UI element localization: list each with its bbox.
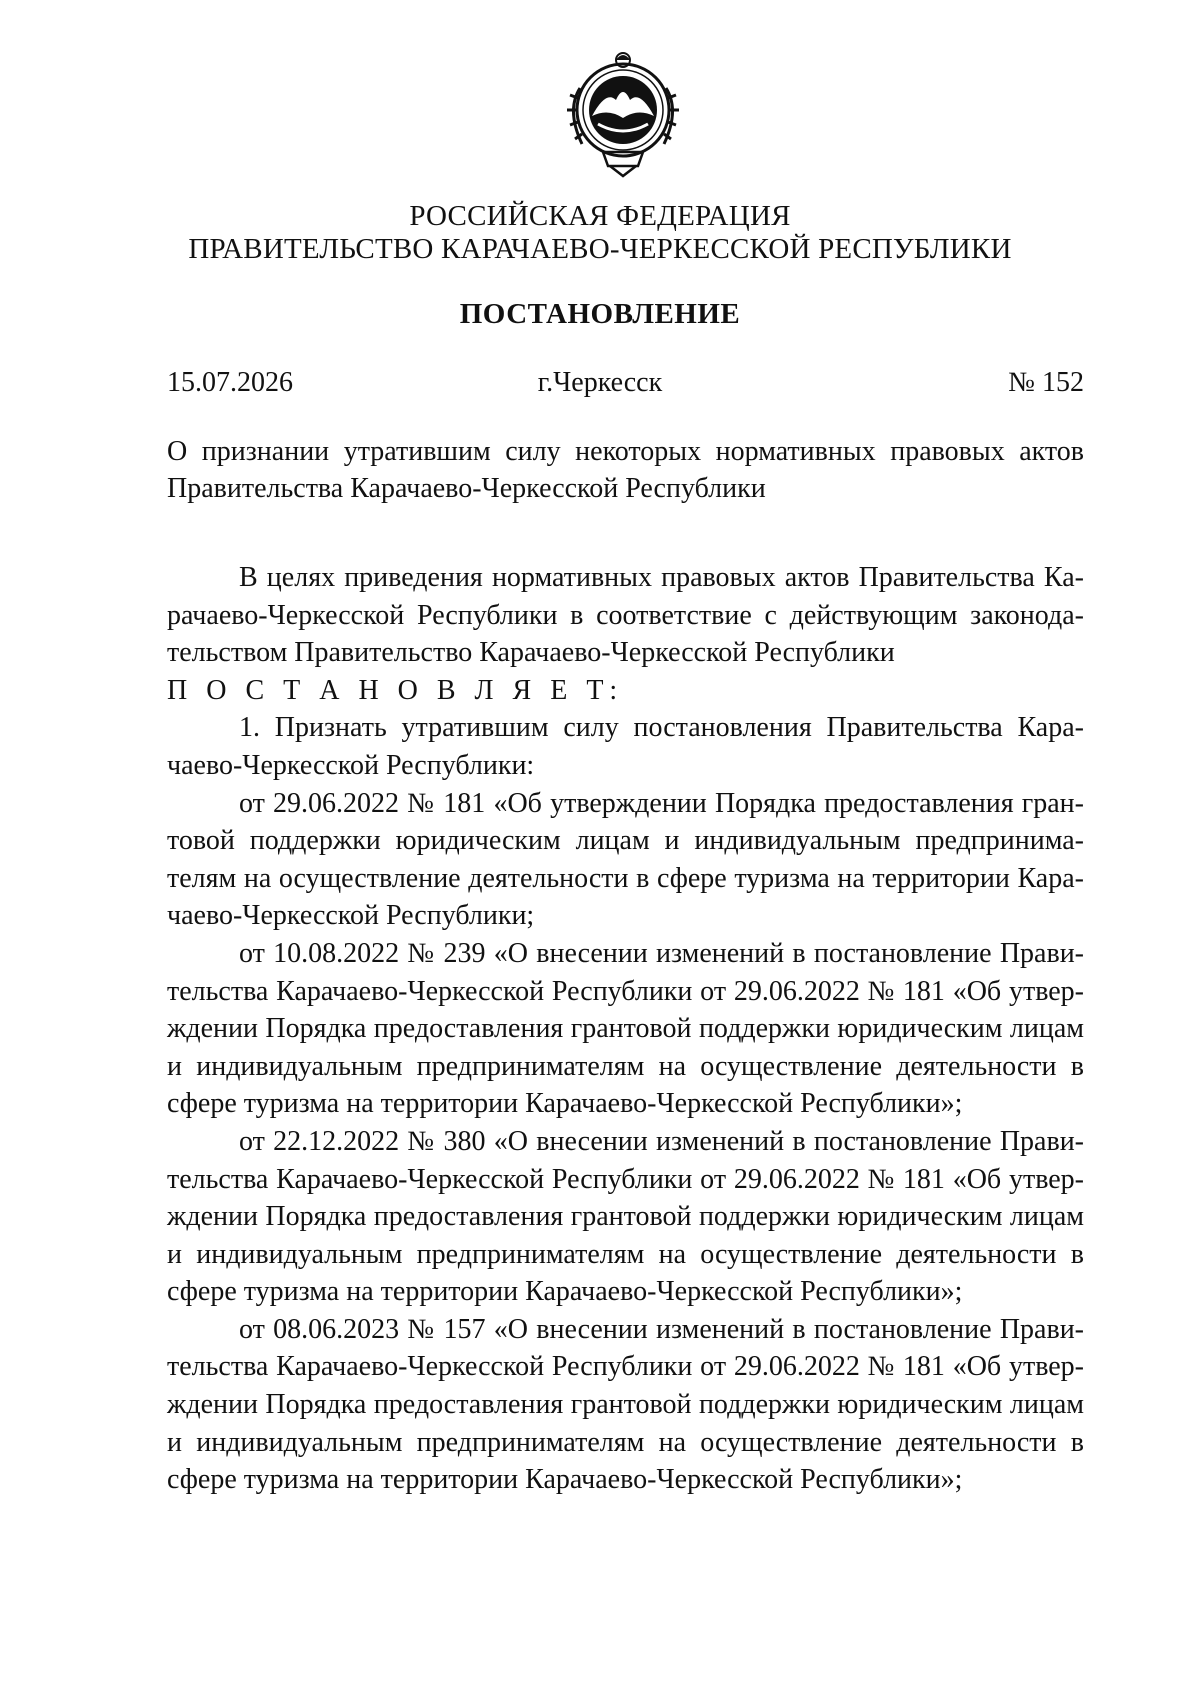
- document-date: 15.07.2026: [167, 367, 293, 398]
- item-1-paragraph: 1. Признать утратившим силу постановления Правительства Карачаево-Черкесской Республики:: [167, 712, 1084, 781]
- act-paragraph: от 29.06.2022 № 181 «Об утверждении Порядка предоставления грантовой поддержки юридическим лицам и индивидуальным предпринимателям на осуществление деятельности в сфере туризма на территории Карачаево-Черкесской Республики;: [167, 787, 1084, 932]
- document-type: ПОСТАНОВЛЕНИЕ: [459, 298, 741, 330]
- act-paragraph: от 22.12.2022 № 380 «О внесении изменений в постановление Правительства Карачаево-Черкесской Республики от 29.06.2022 № 181 «Об утверждении Порядка предоставления грантовой поддержки юридическим лицам и индивидуальным предпринимателям на осуществление деятельности в сфере туризма на территории Карачаево-Черкесской Республики»;: [167, 1125, 1084, 1308]
- act-paragraph: от 08.06.2023 № 157 «О внесении изменений в постановление Правительства Карачаево-Черкесской Республики от 29.06.2022 № 181 «Об утверждении Порядка предоставления грантовой поддержки юридическим лицам и индивидуальным предпринимателям на осуществление деятельности в сфере туризма на территории Карачаево-Черкесской Республики»;: [167, 1313, 1084, 1496]
- document-body: [167, 559, 1084, 1499]
- act-paragraph: от 10.08.2022 № 239 «О внесении изменений в постановление Правительства Карачаево-Черкесской Республики от 29.06.2022 № 181 «Об утверждении Порядка предоставления грантовой поддержки юридическим лицам и индивидуальным предпринимателям на осуществление деятельности в сфере туризма на территории Карачаево-Черкесской Республики»;: [167, 937, 1084, 1120]
- header-government: ПРАВИТЕЛЬСТВО КАРАЧАЕВО-ЧЕРКЕССКОЙ РЕСПУБЛИКИ: [188, 233, 1012, 265]
- document-number: № 152: [1008, 367, 1084, 398]
- preamble-paragraph: В целях приведения нормативных правовых актов Правительства Карачаево-Черкесской Республики в соответствие с действующим законодательством Правительство Карачаево-Черкесской Республики: [167, 562, 1084, 669]
- document-city: г.Черкесск: [537, 367, 663, 398]
- resolves-word: П О С Т А Н О В Л Я Е Т:: [167, 674, 624, 706]
- header-country: РОССИЙСКАЯ ФЕДЕРАЦИЯ: [409, 200, 791, 232]
- document-title: О признании утратившим силу некоторых нормативных правовых актов Правительства Карачаево-Черкесской Республики: [167, 436, 1084, 504]
- coat-of-arms-icon: [558, 48, 688, 183]
